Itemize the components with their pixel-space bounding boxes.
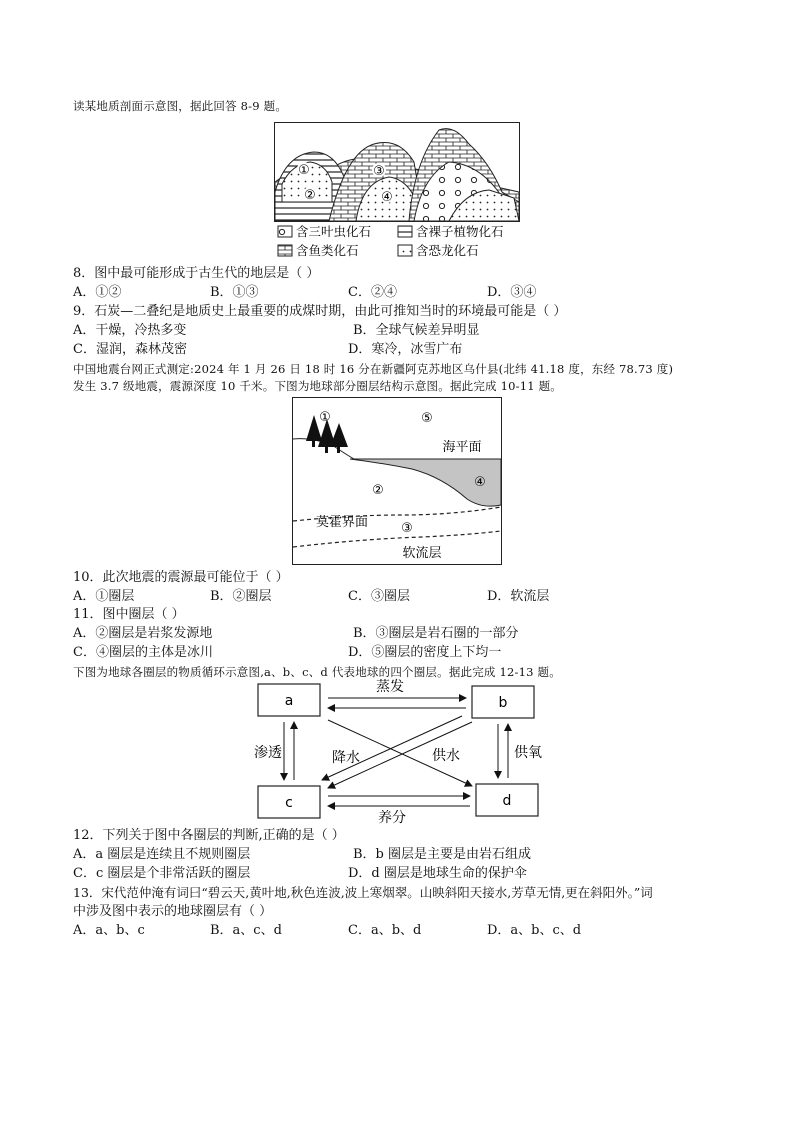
q8-option-b[interactable]: B．①③ xyxy=(210,285,259,300)
box-d-label: d xyxy=(502,793,512,809)
q13-option-b[interactable]: B．a、c、d xyxy=(210,923,282,938)
label-oxygen-supply: 供氧 xyxy=(514,745,542,761)
fig2-sea-level: 海平面 xyxy=(442,440,482,455)
label-nutrients: 养分 xyxy=(378,810,406,826)
fig1-legend xyxy=(278,224,504,258)
legend-gymnosperm-swatch xyxy=(398,226,412,237)
q13-option-c[interactable]: C．a、b、d xyxy=(348,923,422,938)
fig2-asthenosphere: 软流层 xyxy=(402,546,442,561)
q10-stem: 10．此次地震的震源最可能位于（ ） xyxy=(73,570,289,585)
q9-option-b[interactable]: B．全球气候差异明显 xyxy=(353,323,480,338)
q9-option-d[interactable]: D．寒冷，冰雪广布 xyxy=(348,342,463,357)
legend-dinosaur: 含恐龙化石 xyxy=(416,243,479,258)
q8-option-c[interactable]: C．②④ xyxy=(348,285,397,300)
fig2-label-3: ③ xyxy=(401,521,413,536)
q11-stem: 11．图中圈层（ ） xyxy=(73,607,185,622)
q10-option-c[interactable]: C．③圈层 xyxy=(348,589,410,604)
sphere-cycle-figure xyxy=(250,676,550,826)
box-b-label: b xyxy=(498,695,508,711)
q11-option-b[interactable]: B．③圈层是岩石圈的一部分 xyxy=(353,626,519,641)
box-a-label: a xyxy=(284,693,294,709)
q11-option-d[interactable]: D．⑤圈层的密度上下均一 xyxy=(348,645,502,660)
q8-stem: 8．图中最可能形成于古生代的地层是（ ） xyxy=(73,266,320,281)
q13-option-a[interactable]: A．a、b、c xyxy=(73,923,145,938)
q12-option-c[interactable]: C．c 圈层是个非常活跃的圈层 xyxy=(73,866,251,881)
legend-trilobite-swatch xyxy=(278,226,292,237)
q9-option-a[interactable]: A．干燥，冷热多变 xyxy=(73,323,187,338)
q10-11-intro-line2: 发生 3.7 级地震，震源深度 10 千米。下图为地球部分圈层结构示意图。据此完成 10-11 题。 xyxy=(73,379,563,393)
legend-dinosaur-swatch xyxy=(398,245,412,256)
q11-option-a[interactable]: A．②圈层是岩浆发源地 xyxy=(73,626,213,641)
q10-11-intro-line1: 中国地震台网正式测定:2024 年 1 月 26 日 18 时 16 分在新疆阿克苏地区乌什县(北纬 41.18 度，东经 78.73 度) xyxy=(73,362,674,376)
q12-option-d[interactable]: D．d 圈层是地球生命的保护伞 xyxy=(348,866,527,881)
q8-option-d[interactable]: D．③④ xyxy=(487,285,537,300)
q8-option-a[interactable]: A．①② xyxy=(73,285,122,300)
legend-trilobite: 含三叶虫化石 xyxy=(296,224,372,239)
label-infiltration: 渗透 xyxy=(254,745,282,761)
q12-13-intro: 下图为地球各圈层的物质循环示意图,a、b、c、d 代表地球的四个圈层。据此完成 12-13 题。 xyxy=(73,665,561,679)
fig2-moho: 莫霍界面 xyxy=(315,515,369,530)
fig2-label-2: ② xyxy=(372,483,384,498)
q12-stem: 12．下列关于图中各圈层的判断,正确的是（ ） xyxy=(73,828,345,843)
q9-option-c[interactable]: C．湿润，森林茂密 xyxy=(73,342,187,357)
q12-option-a[interactable]: A．a 圈层是连续且不规则圈层 xyxy=(73,847,251,862)
q13-stem-line1: 13．宋代范仲淹有词曰“碧云天,黄叶地,秋色连波,波上寒烟翠。山映斜阳天接水,芳草无情,更在斜阳外。”词 xyxy=(73,885,653,900)
fig2-label-5: ⑤ xyxy=(421,411,433,426)
fig1-label-4: ④ xyxy=(381,190,393,205)
label-water-supply: 供水 xyxy=(432,748,460,764)
q10-option-d[interactable]: D．软流层 xyxy=(487,589,550,604)
fig1-label-3: ③ xyxy=(373,164,385,179)
earth-layers-figure xyxy=(292,397,502,565)
legend-fish: 含鱼类化石 xyxy=(296,243,359,258)
legend-fish-swatch xyxy=(278,245,292,256)
geologic-section-figure xyxy=(274,122,520,262)
fig1-label-1: ① xyxy=(298,163,310,178)
fig2-label-4: ④ xyxy=(474,475,486,490)
fig1-label-2: ② xyxy=(304,188,316,203)
q11-option-c[interactable]: C．④圈层的主体是冰川 xyxy=(73,645,213,660)
box-c-label: c xyxy=(285,795,293,811)
q13-stem-line2: 中涉及图中表示的地球圈层有（ ） xyxy=(73,904,273,919)
label-evaporation: 蒸发 xyxy=(376,679,404,695)
q10-option-a[interactable]: A．①圈层 xyxy=(73,589,135,604)
q9-stem: 9．石炭—二叠纪是地质史上最重要的成煤时期，由此可推知当时的环境最可能是（ ） xyxy=(73,304,567,319)
label-precipitation: 降水 xyxy=(332,750,360,766)
q8-9-intro: 读某地质剖面示意图，据此回答 8-9 题。 xyxy=(73,99,288,113)
legend-gymnosperm: 含裸子植物化石 xyxy=(416,224,504,239)
q10-option-b[interactable]: B．②圈层 xyxy=(210,589,272,604)
q12-option-b[interactable]: B．b 圈层是主要是由岩石组成 xyxy=(353,847,532,862)
q13-option-d[interactable]: D．a、b、c、d xyxy=(487,923,582,938)
fig2-label-1: ① xyxy=(319,410,331,425)
